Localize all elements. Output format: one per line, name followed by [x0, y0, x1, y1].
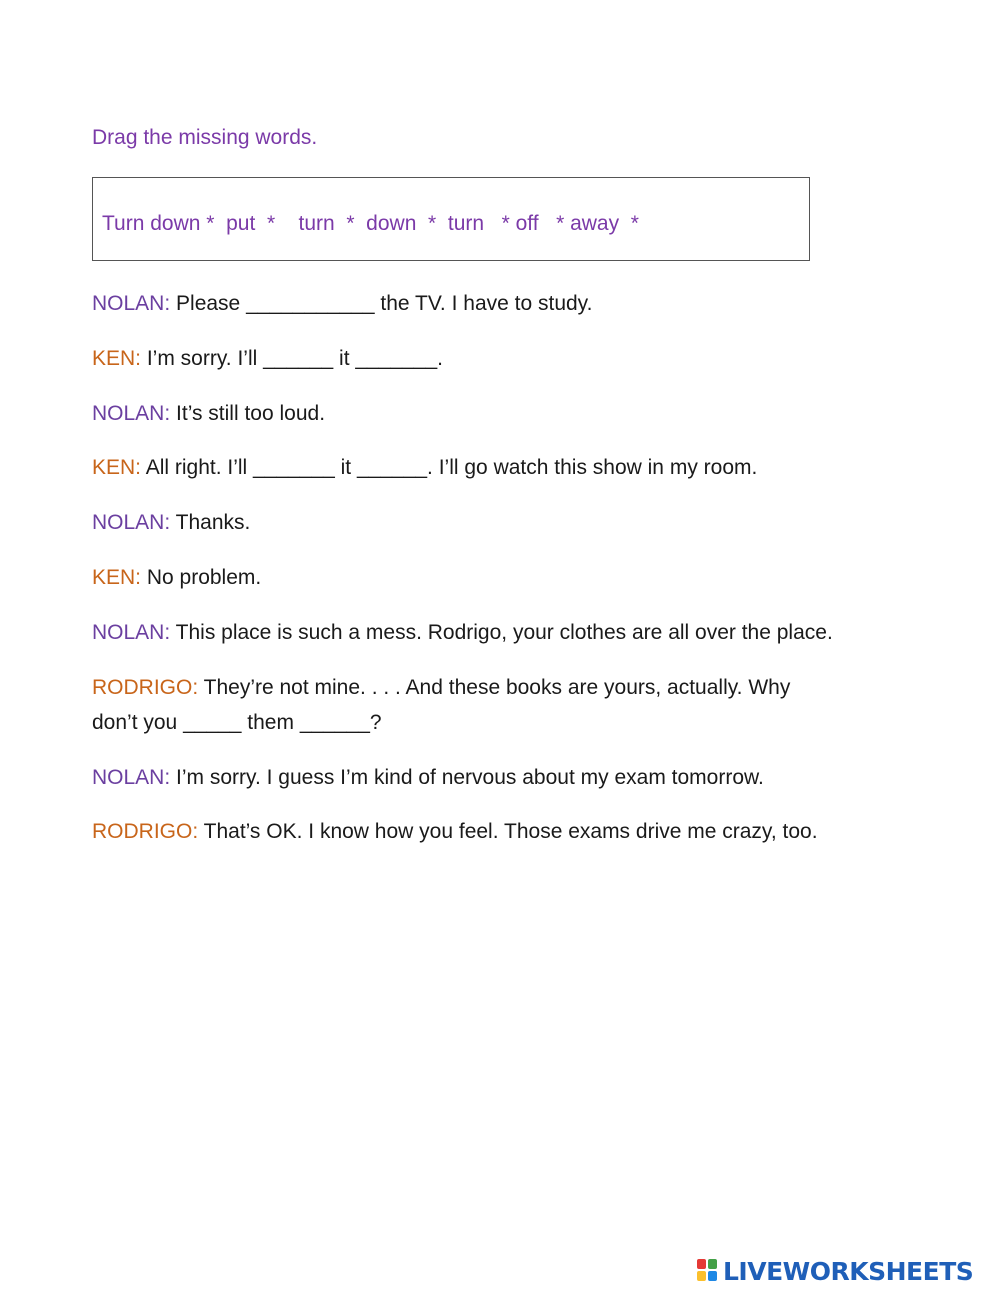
dialogue-text[interactable]: Please ___________ the TV. I have to study.	[170, 292, 593, 315]
dialogue-line-6	[92, 560, 261, 595]
dialogue-text[interactable]: don’t you _____ them ______?	[92, 711, 382, 734]
word-bank-words[interactable]: Turn down * put * turn * down * turn * off * away *	[102, 212, 639, 235]
speaker-label: NOLAN:	[92, 766, 171, 789]
dialogue-line-8	[92, 670, 790, 705]
speaker-label: RODRIGO:	[92, 820, 199, 843]
speaker-label: NOLAN:	[92, 621, 171, 644]
dialogue-text[interactable]: I’m sorry. I’ll ______ it _______.	[141, 347, 443, 370]
dialogue-text: No problem.	[141, 566, 262, 589]
dialogue-text: Thanks.	[170, 511, 251, 534]
speaker-label: RODRIGO:	[92, 676, 199, 699]
speaker-label: KEN:	[92, 456, 142, 479]
dialogue-line-9	[92, 760, 764, 795]
dialogue-text: They’re not mine. . . . And these books are yours, actually. Why	[198, 676, 791, 699]
dialogue-text[interactable]: All right. I’ll _______ it ______. I’ll go watch this show in my room.	[141, 456, 758, 479]
logo-mark-icon	[697, 1259, 719, 1283]
speaker-label: NOLAN:	[92, 511, 171, 534]
speaker-label: NOLAN:	[92, 402, 171, 425]
dialogue-line-4	[92, 450, 757, 485]
dialogue-line-10	[92, 814, 818, 849]
dialogue-line-7	[92, 615, 833, 650]
dialogue-line-5	[92, 505, 250, 540]
dialogue-line-8-continuation	[92, 705, 382, 740]
dialogue-line-1	[92, 286, 592, 321]
speaker-label: NOLAN:	[92, 292, 171, 315]
dialogue-text: This place is such a mess. Rodrigo, your clothes are all over the place.	[170, 621, 833, 644]
speaker-label: KEN:	[92, 347, 142, 370]
speaker-label: KEN:	[92, 566, 142, 589]
instruction-heading: Drag the missing words.	[92, 126, 318, 149]
logo-text: LIVEWORKSHEETS	[723, 1256, 974, 1286]
dialogue-line-3	[92, 396, 325, 431]
dialogue-line-2	[92, 341, 443, 376]
dialogue-text: I’m sorry. I guess I’m kind of nervous about my exam tomorrow.	[170, 766, 764, 789]
liveworksheets-logo	[697, 1254, 973, 1288]
word-bank-box	[92, 177, 810, 261]
dialogue-text: That’s OK. I know how you feel. Those exams drive me crazy, too.	[198, 820, 818, 843]
dialogue-text: It’s still too loud.	[170, 402, 326, 425]
